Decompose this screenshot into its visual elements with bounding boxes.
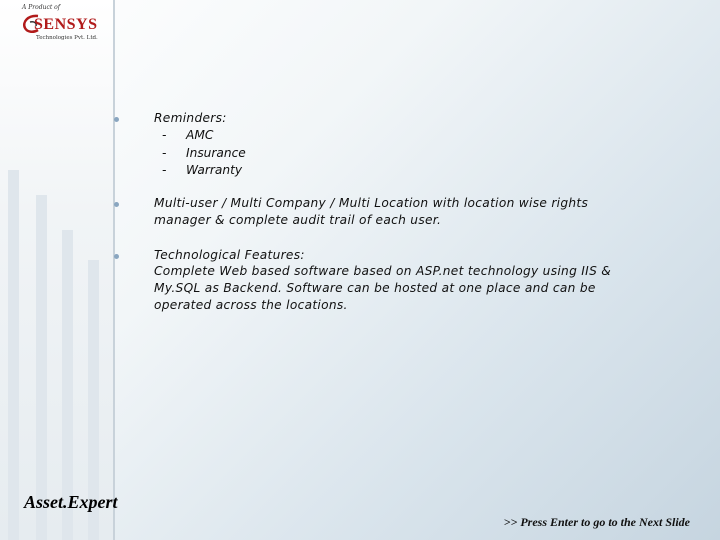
reminder-item: Insurance xyxy=(186,146,246,160)
reminder-item: Warranty xyxy=(186,163,243,177)
bullet-title: Reminders: xyxy=(154,111,227,125)
company-logo xyxy=(18,4,100,48)
bullet-line: operated across the locations. xyxy=(154,298,348,312)
bullet-dot xyxy=(114,254,119,259)
bullet-line: My.SQL as Backend. Software can be hosted at one place and can be xyxy=(154,281,596,295)
bullet-title: Technological Features: xyxy=(154,248,305,262)
product-name: Asset.Expert xyxy=(24,492,118,512)
bullet-line: Complete Web based software based on ASP.net technology using IIS & xyxy=(154,264,612,278)
logo-subline: Technologies Pvt. Ltd. xyxy=(36,35,98,41)
next-slide-hint[interactable]: >> Press Enter to go to the Next Slide xyxy=(503,515,690,529)
vertical-divider xyxy=(113,0,115,540)
left-panel xyxy=(0,0,113,540)
bullet-dot xyxy=(114,202,119,207)
logo-brand: SENSYS xyxy=(34,16,98,33)
decorative-stripes xyxy=(0,160,113,540)
reminder-item: AMC xyxy=(186,128,214,142)
bullet-line: manager & complete audit trail of each user. xyxy=(154,213,442,227)
logo-tagline: A Product of xyxy=(22,4,60,11)
bullet-line: Multi-user / Multi Company / Multi Location with location wise rights xyxy=(154,196,589,210)
bullet-dot xyxy=(114,117,119,122)
